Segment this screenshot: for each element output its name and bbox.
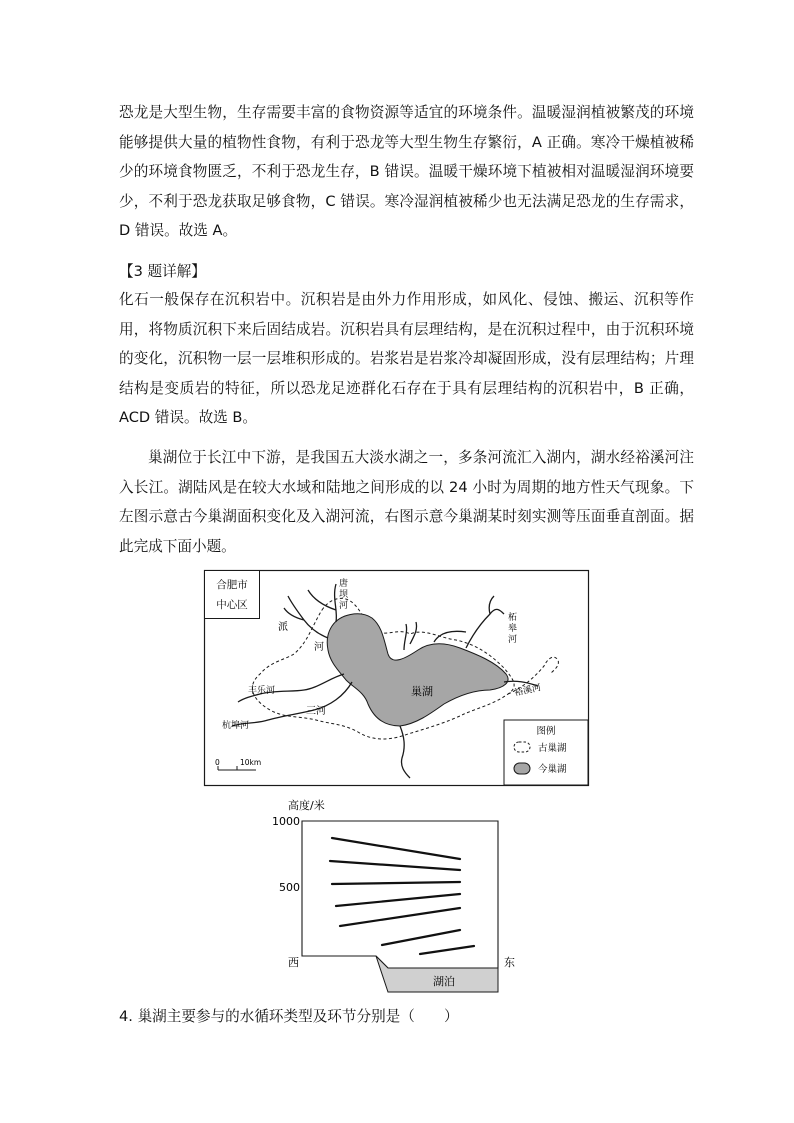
river-label-tangxi-1: 唐 [339,579,349,589]
legend-ancient-label: 古巢湖 [538,743,567,754]
section-tick-500: 500 [279,881,300,894]
scale-zero: 0 [215,758,220,767]
isobars [330,838,474,954]
city-label-line1: 合肥市 [216,579,248,591]
river-label-pai2: 河 [314,642,324,653]
river-label-zhaohe-3: 河 [508,635,518,645]
isobar-4 [336,894,460,906]
isobar-1 [332,838,460,859]
isobar-6 [382,930,460,945]
river-label-sanhe: 三河 [306,706,326,717]
river-label-zhaohe-2: 皋 [508,624,518,634]
question-4: 4. 巢湖主要参与的水循环类型及环节分别是（ ） [119,1008,459,1025]
isobar-2 [330,861,460,870]
paragraph-dinosaur-environment: 恐龙是大型生物，生存需要丰富的食物资源等适宜的环境条件。温暖湿润植被繁茂的环境能够提供大量的植物性食物，有利于恐龙等大型生物生存繁衍，A 正确。寒冷干燥植被稀少的环境食物匮乏，不利于恐龙生存，B 错误。温暖干燥环境下植被相对温暖湿润环境要少，不利于恐龙获取足够食物，C 错误。寒冷湿润植被稀少也无法满足恐龙的生存需求，D 错误。故选 A。 [119,104,694,240]
legend-modern-symbol [514,763,530,774]
isobar-5 [340,908,460,926]
isobar-3 [332,882,460,884]
section-east-label: 东 [504,956,515,969]
river-label-hangbu: 杭埠河 [222,721,250,731]
paragraph-fossil-rock: 化石一般保存在沉积岩中。沉积岩是由外力作用形成，如风化、侵蚀、搬运、沉积等作用，将物质沉积下来后固结成岩。沉积岩具有层理结构，是在沉积过程中，由于沉积环境的变化，沉积物一层一层堆积形成的。岩浆岩是岩浆冷却凝固形成，没有层理结构；片理结构是变质岩的特征，所以恐龙足迹群化石存在于具有层理结构的沉积岩中，B 正确，ACD 错误。故选 B。 [119,291,694,427]
legend-modern-label: 今巢湖 [538,764,567,775]
isobaric-section-figure [272,796,520,996]
legend-title: 图例 [536,726,556,737]
river-label-yuxi: 裕溪河 [513,683,543,699]
river-label-tangxi-2: 坝 [339,590,349,600]
river-label-zhaohe-1: 柘 [508,613,518,623]
section-heading-q3: 【3 题详解】 [119,263,206,280]
river-label-pai: 派 [278,622,288,633]
section-west-label: 西 [288,956,299,969]
river-label-tangxi-3: 河 [339,601,349,611]
section-ylabel: 高度/米 [288,799,325,812]
paragraph-chaohu-intro: 巢湖位于长江中下游，是我国五大淡水湖之一，多条河流汇入湖内，湖水经裕溪河注入长江。湖陆风是在较大水域和陆地之间形成的以 24 小时为周期的地方性天气现象。下左图示意古今巢湖面积变化及入湖河流，右图示意今巢湖某时刻实测等压面垂直剖面。据此完成下面小题。 [119,449,694,555]
chaohu-map-figure [204,570,589,786]
section-tick-1000: 1000 [272,815,300,828]
scale-km: 10km [240,758,262,767]
city-label-line2: 中心区 [216,599,248,611]
section-lake-label: 湖泊 [433,975,455,988]
lake-label: 巢湖 [411,685,433,698]
isobar-7 [420,946,474,954]
river-label-fengle: 丰乐河 [248,686,276,696]
